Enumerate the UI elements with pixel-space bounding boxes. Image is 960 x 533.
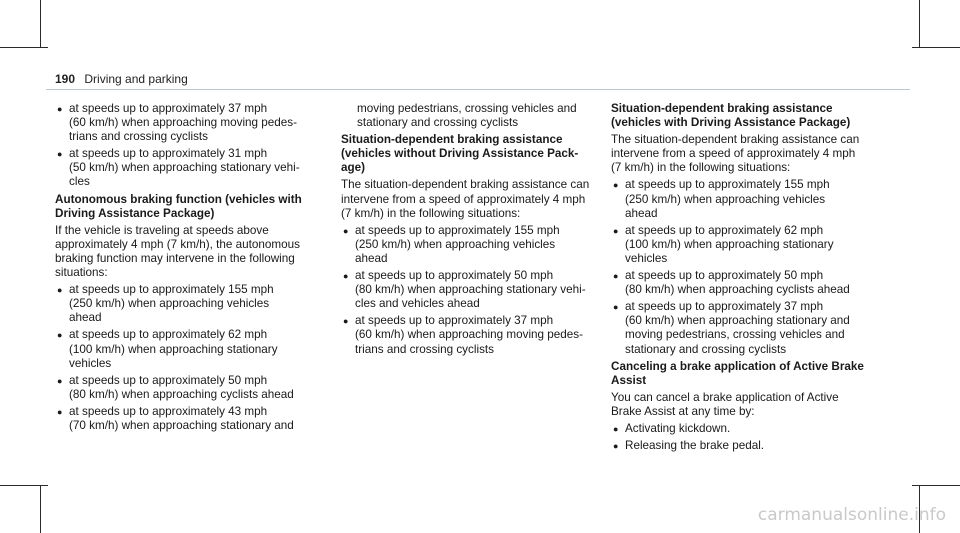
bullet-icon: ● (57, 406, 63, 417)
bullet-icon: ● (343, 271, 349, 282)
crop-mark-bl-v (40, 485, 41, 533)
list-item-text: Releasing the brake pedal. (625, 439, 765, 453)
column-1 (55, 102, 335, 436)
list-item-text: at speeds up to approximately 31 mph (50 km/h) when approaching stationary vehi- cles (69, 147, 300, 189)
list-item (611, 300, 901, 356)
column-3 (611, 102, 901, 456)
list-item (611, 224, 901, 266)
bullet-list (55, 102, 335, 190)
crop-mark-tl-v (40, 0, 41, 48)
header-rule (46, 89, 910, 90)
list-item-text: at speeds up to approximately 50 mph (80 km/h) when approaching stationary vehi- cles and vehicles ahead (355, 269, 586, 311)
bullet-list (611, 422, 901, 453)
section-heading: Situation-dependent braking assistance (vehicles without Driving Assistance Pack- age) (341, 133, 579, 175)
crop-mark-bl-h (0, 485, 48, 486)
list-item (341, 269, 607, 311)
bullet-icon: ● (57, 149, 63, 160)
list-item-text: Activating kickdown. (625, 421, 731, 435)
list-item (611, 269, 901, 297)
page-number: 190 (55, 72, 76, 86)
bullet-icon: ● (613, 302, 619, 313)
list-item-text: at speeds up to approximately 37 mph (60 km/h) when approaching moving pedes- trians and crossing cyclists (355, 314, 584, 356)
list-item (55, 405, 335, 433)
list-item (55, 102, 335, 144)
bullet-list (611, 178, 901, 356)
section-heading: Autonomous braking function (vehicles with Driving Assistance Package) (55, 192, 302, 220)
bullet-icon: ● (613, 180, 619, 191)
list-item (341, 314, 607, 356)
list-item (611, 178, 901, 220)
bullet-list (341, 224, 607, 357)
bullet-icon: ● (57, 330, 63, 341)
list-item-text: at speeds up to approximately 155 mph (250 km/h) when approaching vehicles ahead (69, 283, 274, 325)
list-item-text: at speeds up to approximately 155 mph (250 km/h) when approaching vehicles ahead (355, 223, 560, 265)
paragraph: If the vehicle is traveling at speeds above approximately 4 mph (7 km/h), the autonomous braking function may intervene in the following situations: (55, 223, 300, 280)
list-item (611, 439, 901, 453)
list-item-text: at speeds up to approximately 37 mph (60 km/h) when approaching moving pedes- trians and crossing cyclists (69, 102, 298, 144)
list-item-text: at speeds up to approximately 62 mph (100 km/h) when approaching stationary vehicles (69, 328, 278, 370)
bullet-icon: ● (343, 316, 349, 327)
bullet-icon: ● (57, 285, 63, 296)
watermark: carmanualsonline.info (757, 505, 946, 525)
column-2 (341, 102, 607, 360)
list-item-text: at speeds up to approximately 37 mph (60 km/h) when approaching stationary and moving pedestrians, crossing vehicles and stationary and crossing cyclists (625, 300, 850, 356)
list-item (341, 224, 607, 266)
section-heading: Situation-dependent braking assistance (vehicles with Driving Assistance Package) (611, 102, 851, 130)
list-item-text: at speeds up to approximately 62 mph (100 km/h) when approaching stationary vehicles (625, 223, 834, 265)
paragraph: The situation-dependent braking assistance can intervene from a speed of approximately 4 mph (7 km/h) in the following situations: (341, 178, 590, 220)
paragraph: The situation-dependent braking assistance can intervene from a speed of approximately 4 mph (7 km/h) in the following situations: (611, 133, 860, 175)
section-title: Driving and parking (84, 72, 188, 86)
crop-mark-tr-v (919, 0, 920, 48)
list-item-text: at speeds up to approximately 50 mph (80 km/h) when approaching cyclists ahead (625, 269, 850, 297)
list-item-text: at speeds up to approximately 43 mph (70 km/h) when approaching stationary and (69, 404, 294, 432)
bullet-list (55, 283, 335, 433)
page-header (55, 72, 188, 86)
bullet-icon: ● (57, 104, 63, 114)
list-item (55, 147, 335, 189)
list-item (55, 328, 335, 370)
bullet-icon: ● (613, 225, 619, 236)
list-item-text: at speeds up to approximately 155 mph (250 km/h) when approaching vehicles ahead (625, 178, 830, 220)
bullet-icon: ● (613, 271, 619, 282)
list-item (611, 422, 901, 436)
list-item (55, 374, 335, 402)
list-item (55, 283, 335, 325)
paragraph: You can cancel a brake application of Active Brake Assist at any time by: (611, 390, 839, 418)
bullet-icon: ● (57, 375, 63, 386)
list-item-text: at speeds up to approximately 50 mph (80 km/h) when approaching cyclists ahead (69, 373, 294, 401)
crop-mark-br-h (912, 485, 960, 486)
continuation-text: moving pedestrians, crossing vehicles and stationary and crossing cyclists (357, 102, 577, 130)
crop-mark-tl-h (0, 47, 48, 48)
section-heading: Canceling a brake application of Active Brake Assist (611, 359, 864, 387)
crop-mark-tr-h (912, 47, 960, 48)
bullet-icon: ● (343, 225, 349, 236)
bullet-icon: ● (613, 423, 619, 434)
bullet-icon: ● (613, 441, 619, 452)
